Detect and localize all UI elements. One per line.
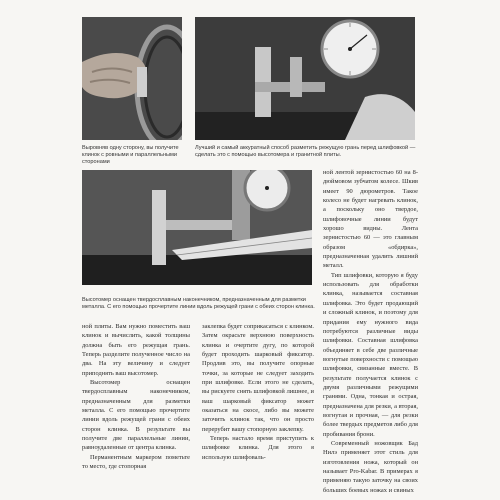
caption-photo-2	[195, 145, 417, 159]
photo-dial-indicator	[195, 17, 415, 140]
paragraph: Теперь настало время приступить к шлифовке клинка. Для этого я использую шлифоваль-	[202, 435, 314, 461]
photo-height-gauge	[82, 170, 312, 285]
caption-photo-3	[82, 297, 317, 311]
photo-dial-indicator-icon	[195, 17, 415, 140]
paragraph: Современный ножовщик Бад Нилэ применяет этот стиль для изготовления ножа, который он называет Pro-Kabar. В примерах я применяю такую заточку на своих больших боевых ножах и свиных	[323, 439, 418, 494]
caption-line: металла. С его помощью прочертите линии вдоль режущей грани с обеих сторон клинка.	[82, 304, 315, 310]
caption-line: сделать это с помощью высотомера и гранитной плиты.	[195, 152, 342, 158]
caption-line: сторонами	[82, 159, 110, 165]
paragraph: заклепка будет соприкасаться с клинком. Затем окрасьте верхнюю поверхность клинка и очертите дугу, по которой будет проходить шарковый фиксатор. Продлив это, вы получите опорные точки, за которые не следует заходить при шлифовке. Если этого не сделать, вы рискуете снять шлифовкой лишнее, и ваш шарковый фиксатор может оказаться на скосе, либо вы можете заточить клинок так, что он просто перерубит вашу стопорную заклепку.	[202, 323, 314, 433]
paragraph: Перманентным маркером пометьте то место, где стопорная	[82, 453, 190, 471]
photo-hand-blade-icon	[82, 17, 182, 140]
text-column-2	[202, 322, 314, 462]
photo-height-gauge-icon	[82, 170, 312, 285]
caption-line: клинок с ровными и параллельными	[82, 152, 178, 158]
paragraph: ной плиты. Вам нужно поместить ваш клинок и вычислить, какой толщины должна быть его режущая грань. Теперь разделите полученное число на два. На эту величину и следует приподнять ваш высотомер.	[82, 323, 190, 377]
text-column-right	[323, 168, 418, 495]
caption-line: Высотомер оснащен твердосплавным наконечником, предназначенным для разметки	[82, 297, 306, 303]
paragraph: ной лентой зернистостью 60 на 8-дюймовом зубчатом колесе. Шкив имеет 90 дюрометров. Такое колесо не будет нагревать клинок, а поскольку оно твердое, шлифовочные линии будут хорошо видны. Лента зернистостью 60 — это главным образом «обдирка», предназначенная удалить лишний металл.	[323, 169, 418, 270]
caption-line: Лучший и самый аккуратный способ разметить режущую грань перед шлифовкой —	[195, 145, 416, 151]
paragraph: Высотомер оснащен твердосплавным наконечником, предназначенным для разметки металла. С его помощью прочертите линии вдоль режущей грани с обеих сторон клинка. В результате вы получите две параллельные линии, равноудаленные от центра клинка.	[82, 379, 190, 452]
photo-hand-blade	[82, 17, 182, 140]
caption-line: Выровняв одну сторону, вы получите	[82, 145, 179, 151]
paragraph: Тип шлифовки, которую я буду использовать для обработки клинка, называется составная шлифовка. Это будет продающий и сложный клинок, и поэтому для придания ему нужного вида потребуются различные виды шлифовки. Составная шлифовка объединяет в себе две различные вогнутые поверхности с помощью шлифовки, связанные вместе. В результате получается клинок с двумя различными режущими гранями. Одна, тонкая и острая, предназначена для резки, а вторая, вогнутая и прочная, — для резки более твердых предметов либо для пробивания брони.	[323, 271, 418, 438]
text-column-1	[82, 322, 190, 472]
caption-photo-1	[82, 145, 186, 166]
